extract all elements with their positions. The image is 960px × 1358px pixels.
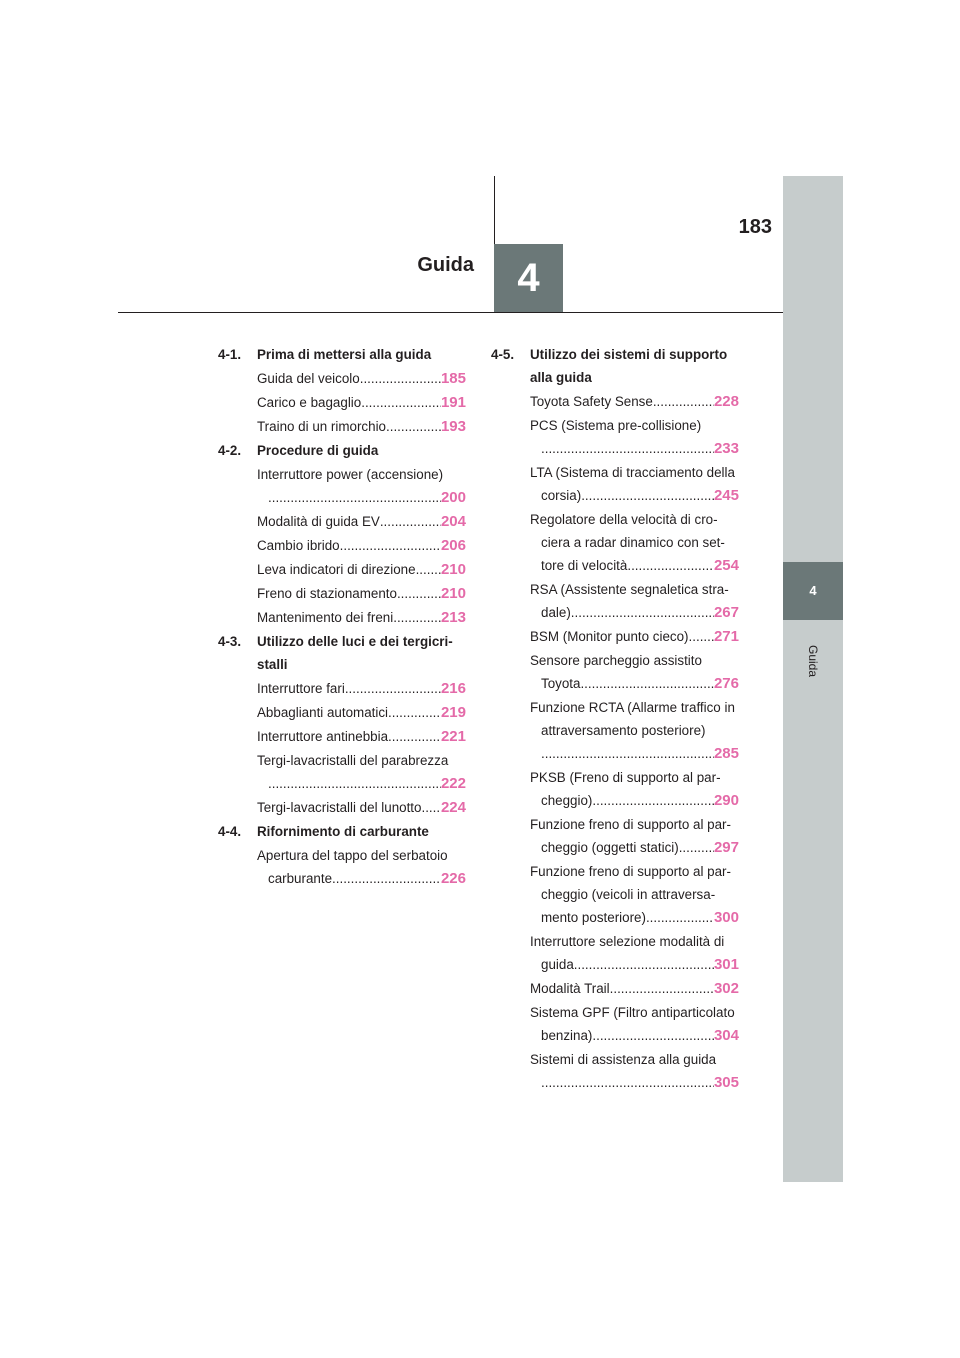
entry-text-line: Apertura del tappo del serbatoio xyxy=(257,848,448,863)
dot-leader xyxy=(592,1024,714,1047)
entry-text-line: Sistemi di assistenza alla guida xyxy=(530,1052,717,1067)
entry-leader-row xyxy=(530,742,739,765)
entry-text: tore di velocità xyxy=(541,558,628,573)
entry-text: Interruttore fari xyxy=(257,681,345,696)
toc-entry[interactable] xyxy=(257,844,466,890)
dot-leader xyxy=(679,836,714,859)
entry-text: mento posteriore) xyxy=(541,910,646,925)
entry-leader-row xyxy=(257,796,466,819)
dot-leader xyxy=(332,867,441,890)
entry-text: Tergi-lavacristalli del lunotto xyxy=(257,800,422,815)
entry-text: carburante xyxy=(268,871,333,886)
entry-text-line: Funzione RCTA (Allarme traffico in xyxy=(530,700,735,715)
entry-page-link[interactable]: 254 xyxy=(713,557,739,574)
entry-text-line: attraversamento posteriore) xyxy=(541,723,706,738)
toc-entry[interactable] xyxy=(530,1001,739,1047)
entry-page-link[interactable]: 233 xyxy=(713,440,739,457)
dot-leader xyxy=(592,789,714,812)
dot-leader xyxy=(380,510,441,533)
entry-text-line: Interruttore power (accensione) xyxy=(257,467,444,482)
toc-section-heading xyxy=(218,820,466,843)
dot-leader xyxy=(360,367,441,390)
section-title: Prima di mettersi alla guida xyxy=(257,347,432,362)
entry-page-link[interactable]: 200 xyxy=(440,489,466,506)
entry-text: dale) xyxy=(541,605,571,620)
toc-column-right xyxy=(491,343,739,1095)
entry-leader-row xyxy=(530,601,739,624)
toc-section-heading xyxy=(218,630,466,676)
side-tab-label: Guida xyxy=(806,644,820,678)
toc-entry[interactable] xyxy=(257,725,466,748)
toc-entry[interactable] xyxy=(530,1048,739,1094)
side-tab-strip xyxy=(783,176,843,1182)
entry-page-link[interactable]: 285 xyxy=(713,745,739,762)
entry-page-link[interactable]: 210 xyxy=(440,561,466,578)
entry-text-line: Funzione freno di supporto al par- xyxy=(530,864,731,879)
dot-leader xyxy=(541,437,714,460)
toc-entry[interactable] xyxy=(257,534,466,557)
entry-leader-row xyxy=(530,437,739,460)
entry-leader-row xyxy=(257,415,466,438)
entry-text: Abbaglianti automatici xyxy=(257,705,389,720)
entry-page-link[interactable]: 191 xyxy=(440,394,466,411)
toc-entry[interactable] xyxy=(530,390,739,413)
toc-entry[interactable] xyxy=(530,414,739,460)
entry-text: Toyota xyxy=(541,676,581,691)
toc-entry[interactable] xyxy=(530,508,739,577)
toc-entry[interactable] xyxy=(530,696,739,765)
entry-page-link[interactable]: 226 xyxy=(440,870,466,887)
entry-text: Modalità Trail xyxy=(530,981,610,996)
side-tab-chapter-number[interactable]: 4 xyxy=(783,562,843,620)
entry-text: benzina) xyxy=(541,1028,593,1043)
dot-leader xyxy=(388,701,441,724)
entry-leader-row xyxy=(257,725,466,748)
entry-leader-row xyxy=(257,534,466,557)
entry-leader-row xyxy=(530,977,739,1000)
entry-leader-row xyxy=(530,672,739,695)
entry-leader-row xyxy=(530,1024,739,1047)
toc-entry[interactable] xyxy=(530,461,739,507)
toc-entry[interactable] xyxy=(257,391,466,414)
entry-text: Freno di stazionamento xyxy=(257,586,397,601)
entry-page-link[interactable]: 267 xyxy=(713,604,739,621)
entry-text: Mantenimento dei freni xyxy=(257,610,394,625)
entry-text-line: Sensore parcheggio assistito xyxy=(530,653,702,668)
entry-leader-row xyxy=(257,772,466,795)
entry-leader-row xyxy=(257,558,466,581)
entry-page-link[interactable]: 290 xyxy=(713,792,739,809)
entry-page-link[interactable]: 276 xyxy=(713,675,739,692)
entry-leader-row xyxy=(530,554,739,577)
entry-leader-row xyxy=(530,484,739,507)
dot-leader xyxy=(345,677,441,700)
entry-text: BSM (Monitor punto cieco) xyxy=(530,629,689,644)
entry-page-link[interactable]: 300 xyxy=(713,909,739,926)
dot-leader xyxy=(397,582,441,605)
entry-text-line: Tergi-lavacristalli del parabrezza xyxy=(257,753,449,768)
dot-leader xyxy=(610,977,714,1000)
entry-page-link[interactable]: 204 xyxy=(440,513,466,530)
entry-text: guida xyxy=(541,957,574,972)
section-number: 4-3. xyxy=(218,634,242,649)
dot-leader xyxy=(541,1071,714,1094)
entry-text-line: ciera a radar dinamico con set- xyxy=(541,535,725,550)
section-number: 4-5. xyxy=(491,347,515,362)
entry-page-link[interactable]: 271 xyxy=(713,628,739,645)
toc-entry[interactable] xyxy=(257,463,466,509)
dot-leader xyxy=(268,772,441,795)
entry-leader-row xyxy=(530,625,739,648)
entry-page-link[interactable]: 185 xyxy=(440,370,466,387)
toc-entry[interactable] xyxy=(257,677,466,700)
toc-entry[interactable] xyxy=(530,930,739,976)
toc-entry[interactable] xyxy=(530,649,739,695)
entry-text-line: Funzione freno di supporto al par- xyxy=(530,817,731,832)
dot-leader xyxy=(646,906,714,929)
section-title: Utilizzo dei sistemi di supporto alla guida xyxy=(530,347,728,385)
section-title: Rifornimento di carburante xyxy=(257,824,429,839)
entry-page-link[interactable]: 213 xyxy=(440,609,466,626)
header-horizontal-rule xyxy=(118,312,783,313)
entry-page-link[interactable]: 304 xyxy=(713,1027,739,1044)
entry-page-link[interactable]: 301 xyxy=(713,956,739,973)
entry-text-line: Interruttore selezione modalità di xyxy=(530,934,725,949)
entry-leader-row xyxy=(530,836,739,859)
dot-leader xyxy=(581,484,714,507)
entry-leader-row xyxy=(257,606,466,629)
entry-page-link[interactable]: 221 xyxy=(440,728,466,745)
dot-leader xyxy=(627,554,714,577)
section-number: 4-4. xyxy=(218,824,242,839)
section-title: Procedure di guida xyxy=(257,443,379,458)
toc-section-heading xyxy=(218,343,466,366)
entry-text-line: PKSB (Freno di supporto al par- xyxy=(530,770,721,785)
entry-text: Leva indicatori di direzione xyxy=(257,562,416,577)
entry-page-link[interactable]: 219 xyxy=(440,704,466,721)
entry-page-link[interactable]: 305 xyxy=(713,1074,739,1091)
dot-leader xyxy=(571,601,714,624)
entry-text: corsia) xyxy=(541,488,582,503)
toc-entry[interactable] xyxy=(530,860,739,929)
entry-leader-row xyxy=(257,701,466,724)
entry-text: Toyota Safety Sense xyxy=(530,394,653,409)
section-title: Utilizzo delle luci e dei tergicri- stalli xyxy=(257,634,453,672)
entry-leader-row xyxy=(257,367,466,390)
dot-leader xyxy=(386,415,441,438)
entry-text-line: Sistema GPF (Filtro antiparticolato xyxy=(530,1005,735,1020)
toc-entry[interactable] xyxy=(530,766,739,812)
dot-leader xyxy=(340,534,441,557)
toc-entry[interactable] xyxy=(257,415,466,438)
entry-text-line: PCS (Sistema pre-collisione) xyxy=(530,418,702,433)
chapter-number-box: 4 xyxy=(494,244,563,312)
chapter-title: Guida xyxy=(417,254,474,276)
dot-leader xyxy=(416,558,441,581)
entry-leader-row xyxy=(530,953,739,976)
toc-entry[interactable] xyxy=(257,701,466,724)
section-number: 4-2. xyxy=(218,443,242,458)
entry-text-line: Regolatore della velocità di cro- xyxy=(530,512,718,527)
entry-leader-row xyxy=(257,510,466,533)
toc-section-heading xyxy=(491,343,739,389)
entry-page-link[interactable]: 302 xyxy=(713,980,739,997)
dot-leader xyxy=(580,672,714,695)
toc-entry[interactable] xyxy=(257,558,466,581)
entry-text-line: cheggio (veicoli in attraversa- xyxy=(541,887,716,902)
entry-leader-row xyxy=(530,1071,739,1094)
toc-entry[interactable] xyxy=(530,578,739,624)
toc-entry[interactable] xyxy=(530,813,739,859)
dot-leader xyxy=(653,390,714,413)
entry-page-link[interactable]: 206 xyxy=(440,537,466,554)
entry-leader-row xyxy=(530,789,739,812)
entry-leader-row xyxy=(530,906,739,929)
entry-leader-row xyxy=(257,867,466,890)
entry-leader-row xyxy=(257,677,466,700)
toc-entry[interactable] xyxy=(257,796,466,819)
dot-leader xyxy=(574,953,714,976)
dot-leader xyxy=(268,486,441,509)
entry-text: cheggio (oggetti statici) xyxy=(541,840,679,855)
dot-leader xyxy=(361,391,441,414)
entry-text: Modalità di guida EV xyxy=(257,514,380,529)
entry-page-link[interactable]: 245 xyxy=(713,487,739,504)
dot-leader xyxy=(388,725,441,748)
entry-text-line: LTA (Sistema di tracciamento della xyxy=(530,465,735,480)
toc-entry[interactable] xyxy=(530,977,739,1000)
entry-text-line: RSA (Assistente segnaletica stra- xyxy=(530,582,729,597)
dot-leader xyxy=(689,625,714,648)
entry-text: Cambio ibrido xyxy=(257,538,340,553)
entry-page-link[interactable]: 228 xyxy=(713,393,739,410)
entry-leader-row xyxy=(257,391,466,414)
toc-entry[interactable] xyxy=(257,749,466,795)
dot-leader xyxy=(393,606,441,629)
entry-page-link[interactable]: 193 xyxy=(440,418,466,435)
toc-entry[interactable] xyxy=(257,510,466,533)
toc-entry[interactable] xyxy=(530,625,739,648)
toc-column-left xyxy=(218,343,466,891)
page-number: 183 xyxy=(738,216,772,238)
toc-section-heading xyxy=(218,439,466,462)
toc-entry[interactable] xyxy=(257,606,466,629)
entry-page-link[interactable]: 297 xyxy=(713,839,739,856)
section-number: 4-1. xyxy=(218,347,242,362)
toc-entry[interactable] xyxy=(257,582,466,605)
entry-text: Interruttore antinebbia xyxy=(257,729,389,744)
dot-leader xyxy=(421,796,440,819)
entry-text: Guida del veicolo xyxy=(257,371,360,386)
entry-page-link[interactable]: 222 xyxy=(440,775,466,792)
toc-entry[interactable] xyxy=(257,367,466,390)
entry-leader-row xyxy=(257,582,466,605)
entry-leader-row xyxy=(257,486,466,509)
entry-page-link[interactable]: 210 xyxy=(440,585,466,602)
dot-leader xyxy=(541,742,714,765)
entry-leader-row xyxy=(530,390,739,413)
entry-text: cheggio) xyxy=(541,793,593,808)
entry-text: Carico e bagaglio xyxy=(257,395,362,410)
entry-text: Traino di un rimorchio xyxy=(257,419,386,434)
entry-page-link[interactable]: 224 xyxy=(440,799,466,816)
entry-page-link[interactable]: 216 xyxy=(440,680,466,697)
